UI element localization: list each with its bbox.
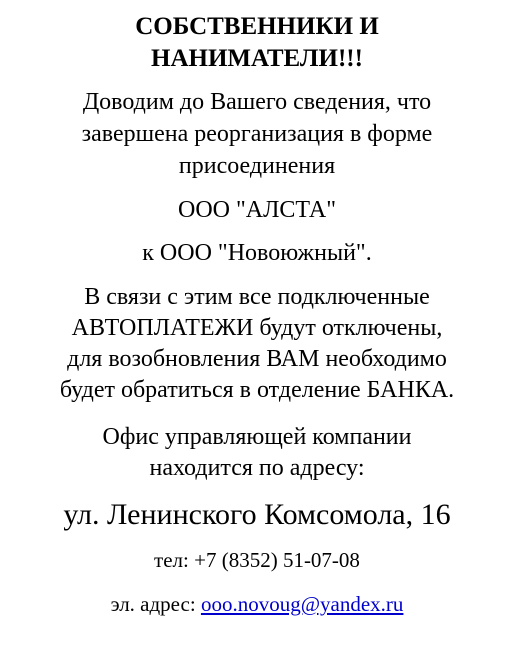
intro-line-3: присоединения	[178, 153, 336, 179]
email-label: эл. адрес:	[110, 592, 201, 616]
notice-line-1: В связи с этим все подключенные	[84, 284, 430, 310]
notice-line-2: АВТОПЛАТЕЖИ будут отключены,	[71, 315, 443, 341]
office-line-1: Офис управляющей компании	[102, 424, 412, 450]
company-from: ООО "АЛСТА"	[177, 197, 336, 223]
heading-line-1: СОБСТВЕННИКИ И	[135, 13, 379, 40]
intro-line-2: завершена реорганизация в форме	[81, 121, 433, 147]
heading-line-2: НАНИМАТЕЛИ!!!	[151, 45, 363, 72]
notice-line-4: будет обратиться в отделение БАНКА.	[59, 377, 455, 403]
notice-line-3: для возобновления ВАМ необходимо	[67, 346, 447, 372]
email-link[interactable]: ooo.novoug@yandex.ru	[200, 592, 404, 616]
email-row	[0, 591, 514, 617]
office-address: ул. Ленинского Комсомола, 16	[63, 498, 451, 531]
office-line-2: находится по адресу:	[149, 455, 365, 481]
phone-number: тел: +7 (8352) 51-07-08	[154, 548, 360, 572]
company-to: к ООО "Новоюжный".	[142, 240, 372, 266]
intro-line-1: Доводим до Вашего сведения, что	[82, 89, 432, 115]
